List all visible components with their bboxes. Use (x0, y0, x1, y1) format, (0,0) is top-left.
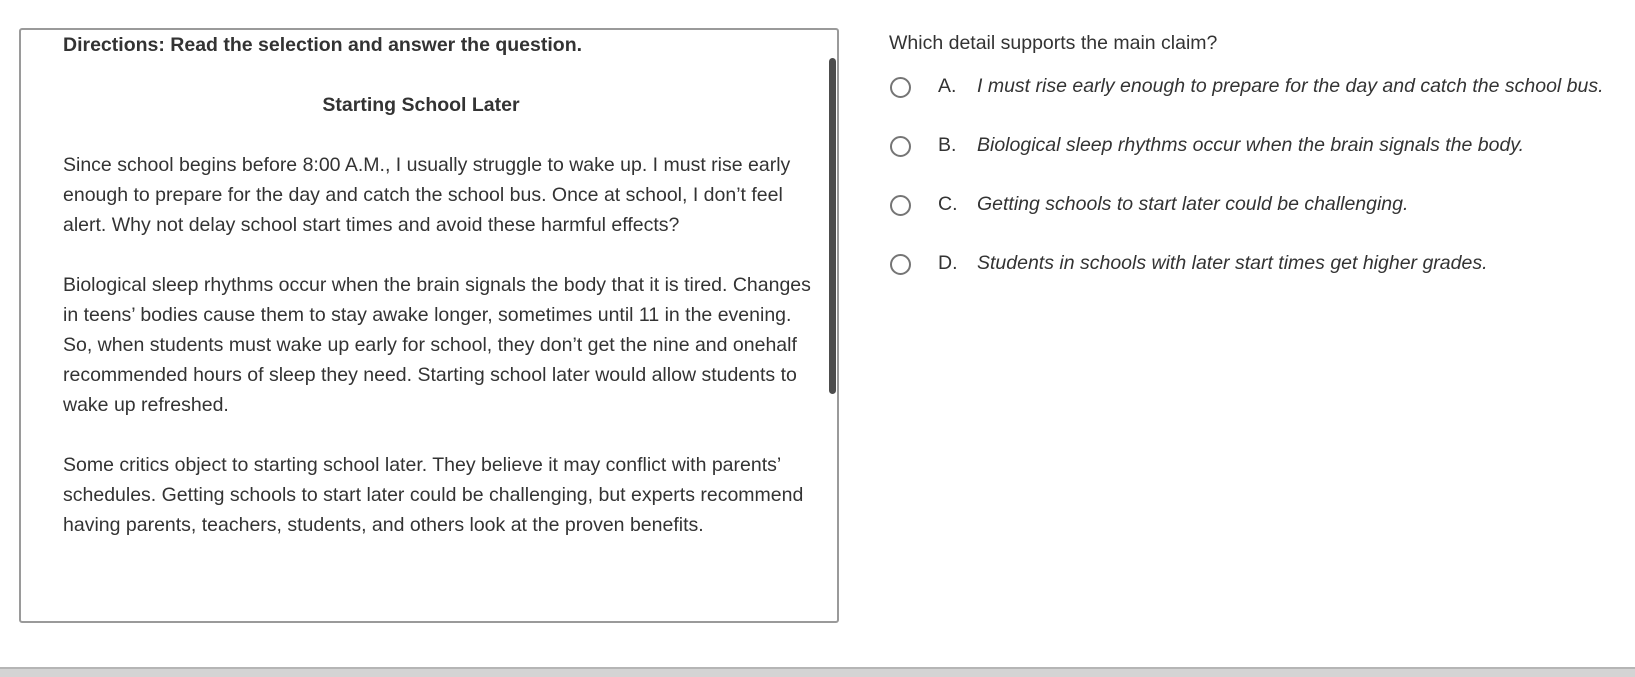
option-text-c[interactable]: Getting schools to start later could be challenging. (977, 193, 1409, 215)
radio-button-b[interactable] (890, 136, 911, 157)
question-area (889, 28, 1629, 308)
bottom-toolbar-edge (0, 667, 1635, 677)
answer-option-d[interactable] (889, 249, 1629, 308)
radio-button-c[interactable] (890, 195, 911, 216)
radio-button-d[interactable] (890, 254, 911, 275)
passage-scrollbar-thumb[interactable] (829, 58, 836, 394)
answer-option-c[interactable] (889, 190, 1629, 249)
passage-paragraph-2: Biological sleep rhythms occur when the brain signals the body that it is tired. Changes in teens’ bodies cause them to stay awake longer, sometimes until 11 in the evening. So, when students must wake up early for school, they don’t get the nine and onehalf recommended hours of sleep they need. Starting school later would allow students to wake up refreshed. (63, 274, 811, 416)
option-text-d[interactable]: Students in schools with later start times get higher grades. (977, 252, 1488, 274)
option-letter-d: D. (938, 252, 958, 274)
option-letter-b: B. (938, 134, 957, 156)
option-text-b[interactable]: Biological sleep rhythms occur when the brain signals the body. (977, 134, 1525, 156)
passage-paragraph-3: Some critics object to starting school later. They believe it may conflict with parents’ schedules. Getting schools to start later could be challenging, but experts recommend having parents, teachers, students, and others look at the proven benefits. (63, 454, 804, 536)
answer-option-a[interactable] (889, 72, 1629, 131)
passage-content (63, 30, 823, 540)
passage-paragraph-1: Since school begins before 8:00 A.M., I usually struggle to wake up. I must rise early enough to prepare for the day and catch the school bus. Once at school, I don’t feel alert. Why not delay school start times and avoid these harmful effects? (63, 154, 791, 236)
question-text: Which detail supports the main claim? (889, 32, 1218, 54)
passage-panel (19, 28, 839, 623)
option-letter-a: A. (938, 75, 957, 97)
radio-button-a[interactable] (890, 77, 911, 98)
directions-text: Directions: Read the selection and answer the question. (63, 34, 583, 56)
answer-option-b[interactable] (889, 131, 1629, 190)
answer-options (889, 72, 1629, 308)
option-letter-c: C. (938, 193, 958, 215)
option-text-a[interactable]: I must rise early enough to prepare for the day and catch the school bus. (977, 75, 1604, 97)
passage-title: Starting School Later (322, 94, 520, 116)
